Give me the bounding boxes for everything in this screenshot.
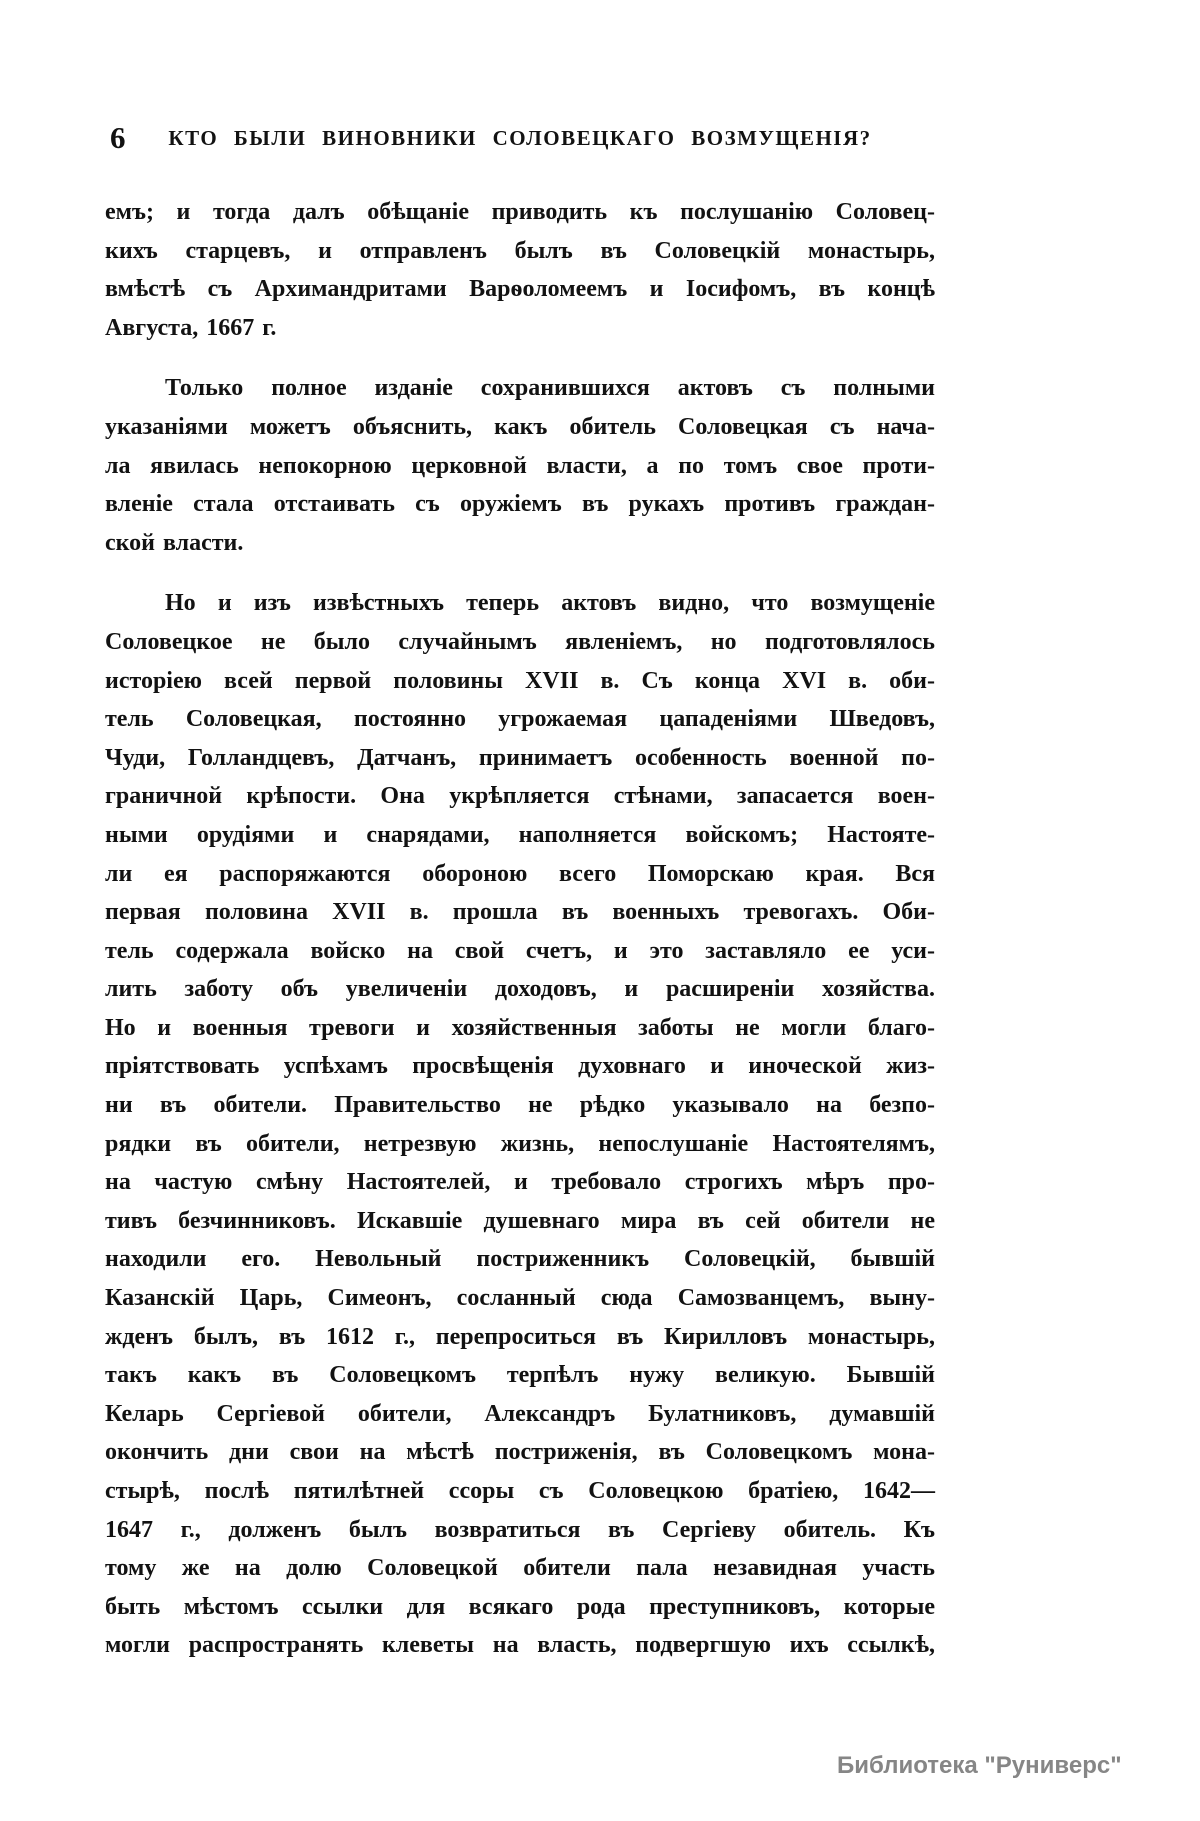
text-line: окончить дни свои на мѣстѣ постриженія, въ Соловецкомъ мона-	[105, 1439, 935, 1466]
library-watermark: Библиотека "Руниверс"	[837, 1752, 1122, 1779]
text-line: пріятствовать успѣхамъ просвѣщенія духовнаго и иноческой жиз-	[105, 1053, 935, 1080]
text-line: 1647 г., долженъ былъ возвратиться въ Сергіеву обитель. Къ	[105, 1516, 935, 1543]
text-line: могли распространять клеветы на власть, подвергшую ихъ ссылкѣ,	[105, 1632, 935, 1659]
body-text	[105, 193, 935, 1665]
text-line: вмѣстѣ съ Архимандритами Варѳоломеемъ и Іосифомъ, въ концѣ	[105, 276, 935, 303]
text-line: быть мѣстомъ ссылки для всякаго рода преступниковъ, которые	[105, 1593, 935, 1620]
running-head: КТО БЫЛИ ВИНОВНИКИ СОЛОВЕЦКАГО ВОЗМУЩЕНІЯ?	[168, 126, 872, 150]
text-line: находили его. Невольный постриженникъ Соловецкій, бывшій	[105, 1246, 935, 1273]
text-line: тивъ безчинниковъ. Искавшіе душевнаго мира въ сей обители не	[105, 1207, 935, 1234]
text-line: Августа, 1667 г.	[105, 314, 277, 341]
paragraph	[105, 369, 935, 562]
text-line: тому же на долю Соловецкой обители пала незавидная участь	[105, 1555, 935, 1582]
paragraph	[105, 584, 935, 1665]
paragraph	[105, 193, 935, 347]
text-line: кихъ старцевъ, и отправленъ былъ въ Соловецкій монастырь,	[105, 237, 935, 264]
text-line: рядки въ обители, нетрезвую жизнь, непослушаніе Настоятелямъ,	[105, 1130, 935, 1157]
text-line: ли ея распоряжаются обороною всего Поморскаю края. Вся	[105, 860, 935, 887]
text-line: стырѣ, послѣ пятилѣтней ссоры съ Соловецкою братіею, 1642—	[105, 1478, 935, 1504]
text-line: на частую смѣну Настоятелей, и требовало строгихъ мѣръ про-	[105, 1169, 935, 1196]
text-line: емъ; и тогда далъ обѣщаніе приводить къ послушанію Соловец-	[105, 199, 935, 225]
text-line: ными орудіями и снарядами, наполняется войскомъ; Настояте-	[105, 821, 935, 848]
page-number: 6	[110, 120, 126, 155]
text-line: Но и изъ извѣстныхъ теперь актовъ видно, что возмущеніе	[165, 590, 935, 617]
text-line: Но и военныя тревоги и хозяйственныя заботы не могли благо-	[105, 1014, 935, 1041]
text-line: ла явилась непокорною церковной власти, а по томъ свое проти-	[105, 452, 935, 479]
text-line: тель содержала войско на свой счетъ, и это заставляло ее уси-	[105, 937, 935, 964]
text-line: Чуди, Голландцевъ, Датчанъ, принимаетъ особенность военной по-	[105, 744, 935, 771]
text-line: исторіею всей первой половины XVII в. Съ конца XVI в. оби-	[105, 667, 935, 694]
text-line: такъ какъ въ Соловецкомъ терпѣлъ нужу великую. Бывшій	[105, 1362, 935, 1389]
text-line: ни въ обители. Правительство не рѣдко указывало на безпо-	[105, 1092, 935, 1119]
text-line: указаніями можетъ объяснить, какъ обитель Соловецкая съ нача-	[105, 413, 935, 440]
text-line: первая половина XVII в. прошла въ военныхъ тревогахъ. Оби-	[105, 899, 935, 926]
text-line: Казанскій Царь, Симеонъ, сосланный сюда Самозванцемъ, выну-	[105, 1285, 935, 1312]
text-line: лить заботу объ увеличеніи доходовъ, и расширеніи хозяйства.	[105, 976, 935, 1003]
text-line: ской власти.	[105, 529, 244, 556]
text-line: Только полное изданіе сохранившихся актовъ съ полными	[165, 375, 935, 402]
text-line: вленіе стала отстаивать съ оружіемъ въ рукахъ противъ граждан-	[105, 491, 935, 518]
text-line: тель Соловецкая, постоянно угрожаемая цападеніями Шведовъ,	[105, 706, 935, 733]
text-line: граничной крѣпости. Она укрѣпляется стѣнами, запасается воен-	[105, 783, 935, 810]
text-line: Келарь Сергіевой обители, Александръ Булатниковъ, думавшій	[105, 1400, 935, 1427]
text-line: Соловецкое не было случайнымъ явленіемъ, но подготовлялось	[105, 628, 935, 655]
text-line: жденъ былъ, въ 1612 г., перепроситься въ Кирилловъ монастырь,	[105, 1323, 935, 1350]
